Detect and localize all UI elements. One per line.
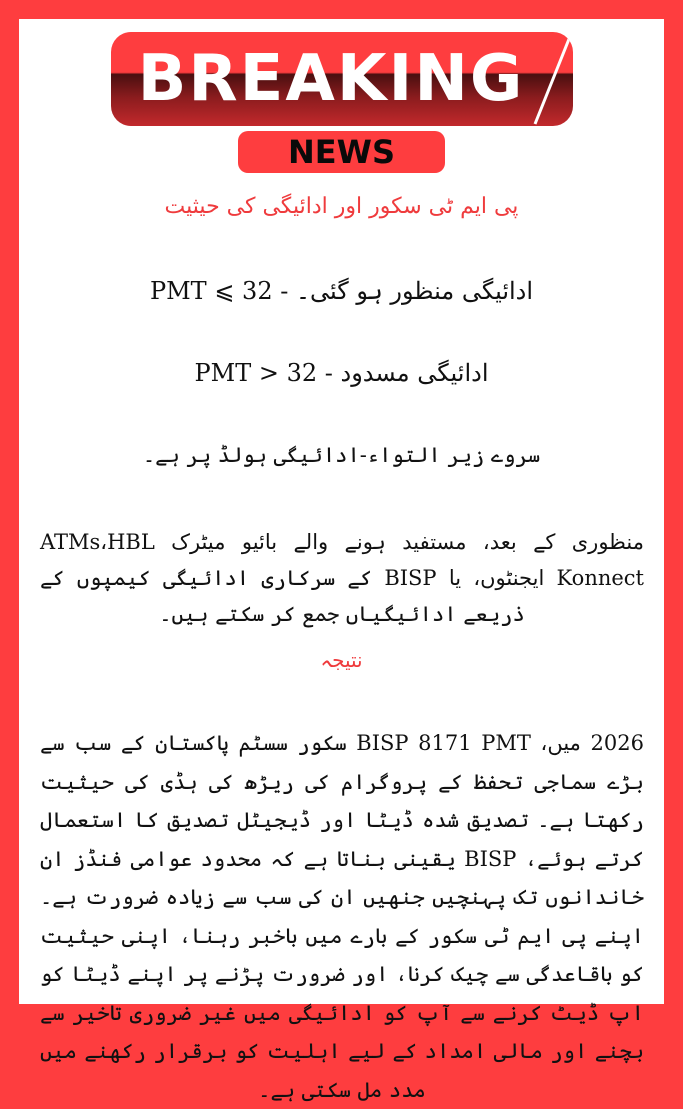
breaking-label: BREAKING	[137, 42, 525, 116]
conclusion-heading: نتیجہ	[320, 648, 363, 672]
article-title: پی ایم ٹی سکور اور ادائیگی کی حیثیت	[164, 194, 519, 219]
news-label: NEWS	[238, 131, 445, 173]
conclusion-paragraph: 2026 میں، BISP 8171 PMT سکور سسٹم پاکستان کے سب سے بڑے سماجی تحفظ کے پروگرام کی ریڑھ کی ہڈی کی حیثیت رکھتا ہے۔ تصدیق شدہ ڈیٹا اور ڈیجیٹل تصدیق کا استعمال کرتے ہوئے، BISP یقینی بناتا ہے کہ محدود عوامی فنڈز ان خاندانوں تک پہنچیں جنھیں ان کی سب سے زیادہ ضرورت ہے۔ اپنے پی ایم ٹی سکور کے بارے میں باخبر رہنا، اپنی حیثیت کو باقاعدگی سے چیک کرنا، اور ضرورت پڑنے پر اپنے ڈیٹا کو اپ ڈیٹ کرنے سے آپ کو ادائیگی میں غیر ضروری تاخیر سے بچنے اور مالی امداد کے لیے اہلیت کو برقرار رکھنے میں مدد مل سکتی ہے۔	[40, 731, 644, 1102]
collection-paragraph: منظوری کے بعد، مستفید ہونے والے بائیو میٹرک ATMs،HBL Konnect ایجنٹوں، یا BISP کے سرکاری ادائیگی کیمپوں کے ذریعے ادائیگیاں جمع کر سکتے ہیں۔	[40, 530, 644, 626]
status-line-blocked: PMT > 32 - ادائیگی مسدود	[194, 359, 489, 387]
status-line-pending: سروے زیر التواء-ادائیگی ہولڈ پر ہے۔	[142, 443, 541, 467]
slash-decoration-icon	[513, 32, 573, 126]
breaking-banner	[111, 32, 573, 126]
status-line-approved: PMT ⩽ 32 - ادائیگی منظور ہو گئی۔	[149, 277, 534, 305]
